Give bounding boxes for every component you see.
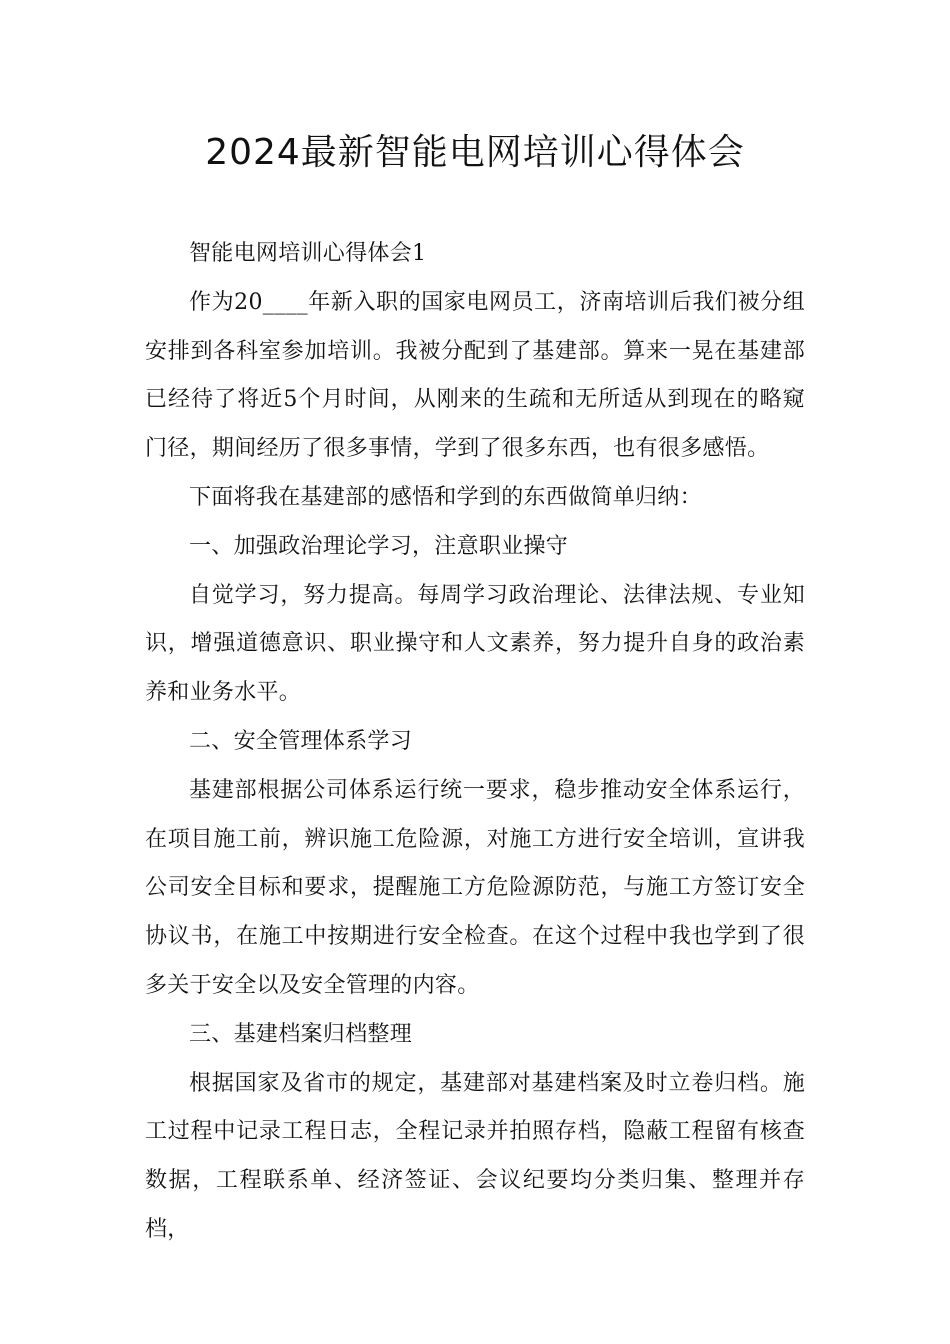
body-paragraph: 作为20____年新入职的国家电网员工，济南培训后我们被分组安排到各科室参加培训。我被分配到了基建部。算来一晃在基建部已经待了将近5个月时间，从刚来的生疏和无所适从到现在的略窥门径，期间经历了很多事情，学到了很多东西，也有很多感悟。 <box>145 289 805 462</box>
section-heading: 二、安全管理体系学习 <box>189 728 413 754</box>
body-paragraph: 下面将我在基建部的感悟和学到的东西做简单归纳： <box>189 484 702 510</box>
document-body <box>145 230 805 1255</box>
section-heading: 智能电网培训心得体会1 <box>189 241 427 266</box>
body-paragraph: 自觉学习，努力提高。每周学习政治理论、法律法规、专业知识，增强道德意识、职业操守和人文素养，努力提升自身的政治素养和业务水平。 <box>145 582 805 706</box>
body-paragraph: 根据国家及省市的规定，基建部对基建档案及时立卷归档。施工过程中记录工程日志，全程记录并拍照存档，隐蔽工程留有核查数据，工程联系单、经济签证、会议纪要均分类归集、整理并存档， <box>145 1070 805 1242</box>
section-heading: 一、加强政治理论学习，注意职业操守 <box>189 533 569 559</box>
section-heading: 三、基建档案归档整理 <box>189 1021 413 1047</box>
body-paragraph: 基建部根据公司体系运行统一要求，稳步推动安全体系运行，在项目施工前，辨识施工危险源，对施工方进行安全培训，宣讲我公司安全目标和要求，提醒施工方危险源防范，与施工方签订安全协议书，在施工中按期进行安全检查。在这个过程中我也学到了很多关于安全以及安全管理的内容。 <box>145 777 805 998</box>
document-title: 2024最新智能电网培训心得体会 <box>205 132 745 173</box>
